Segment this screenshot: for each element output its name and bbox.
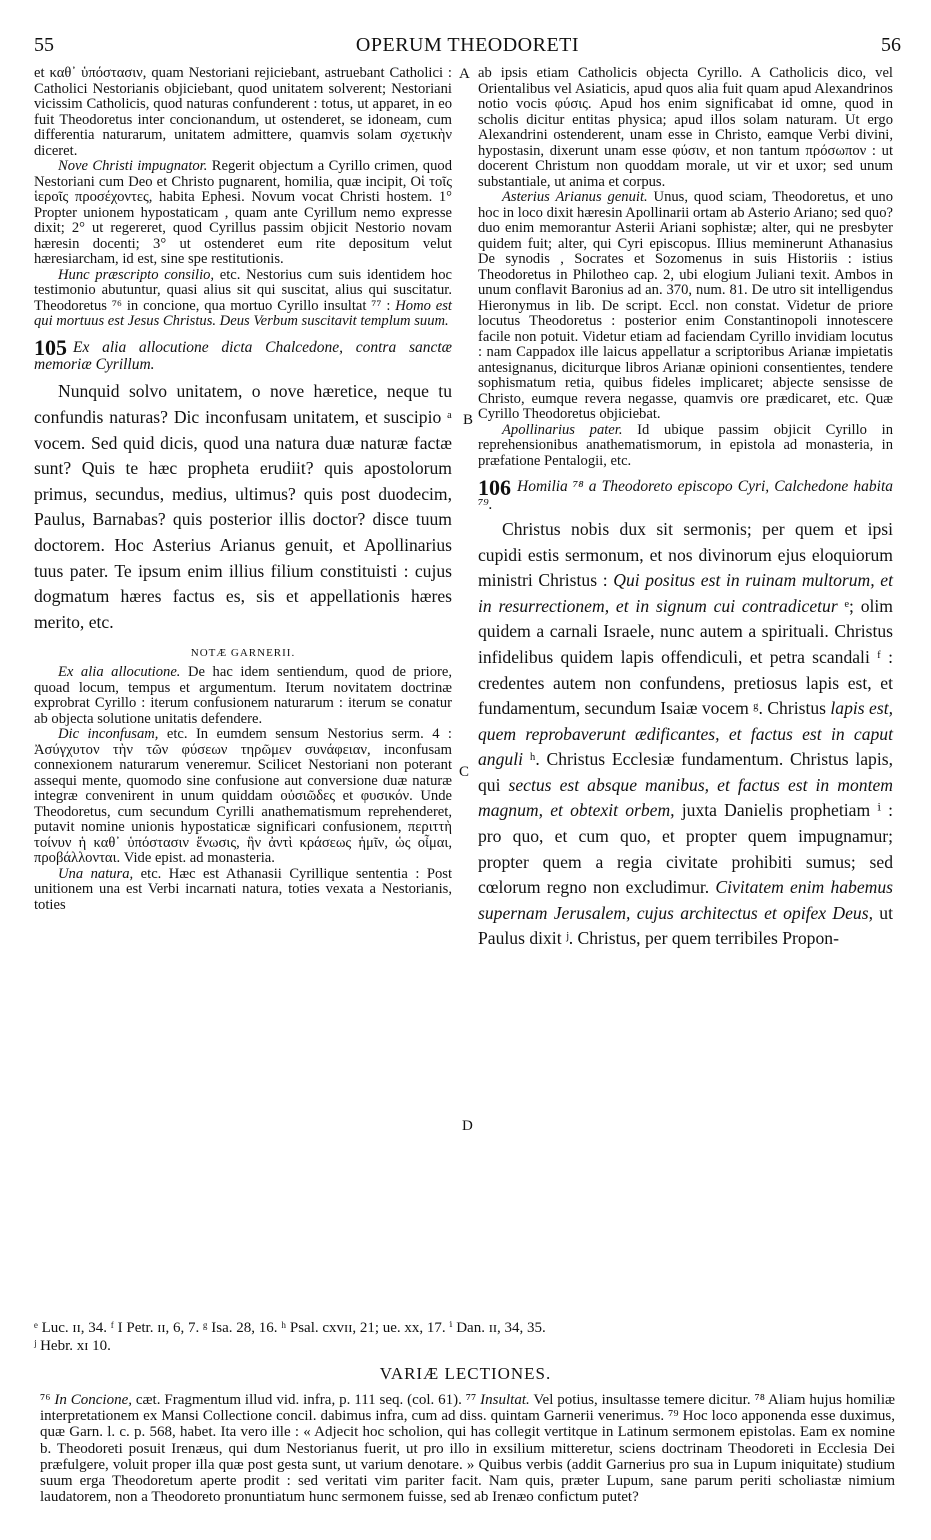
lemma: Apollinarius pater. xyxy=(502,421,623,438)
right-column xyxy=(478,66,893,952)
section-title: Homilia ⁷⁸ a Theodoreto episcopo Cyri, Calchedone habita ⁷⁹. xyxy=(478,478,893,513)
section-105-heading xyxy=(34,335,452,374)
section-title: Ex alia allocutione dicta Chalcedone, contra sanctæ memoriæ Cyrillum. xyxy=(34,338,452,374)
margin-marker-b: B xyxy=(463,412,474,428)
commentary-paragraph: Apollinarius pater. Id ubique passim objicit Cyrillo in reprehensionibus anathematismorum, in epistola ad monasteria, in præfatione Pentalogii, etc. xyxy=(478,421,893,469)
margin-marker-d: D xyxy=(462,1118,473,1134)
footnote-line-2: ʲ Hebr. xɪ 10. xyxy=(34,1338,111,1354)
margin-marker-c: C xyxy=(459,764,470,780)
lemma: Dic inconfusam, xyxy=(58,726,159,743)
main-text-105: Nunquid solvo unitatem, o nove hæretice, neque tu confundis naturas? Dic inconfusam unitatem, et suscipio ᵃ vocem. Sed quid dicis, quod una natura duæ naturæ factæ sunt? Quis te hæc propheta erudiit? quis apostolorum primus, secundus, medius, ultimus? quis post duodecim, Paulus, Barnabas? quis posterior illis doctor? disce tuum doctorem. Hoc Asterius Arianus genuit, et Apollinarius tuus pater. Te ipsum enim illius filium constituisti : cujus dogmatum hæres factus es, sis et appellationis hæres merito, etc. xyxy=(34,381,452,632)
note-paragraph: Una natura, etc. Hæc est Athanasii Cyrillique sententia : Post unitionem una est Verbi incarnati natura, toties vexata a Nestorianis, toties xyxy=(34,865,452,913)
margin-marker-a: A xyxy=(459,66,470,82)
lemma: Una natura, xyxy=(58,865,134,882)
lemma: Asterius Arianus genuit. xyxy=(502,189,648,205)
quotation: Homo est qui mortuus est Jesus Christus. Deus Verbum suscitavit templum suum. xyxy=(34,297,452,329)
left-column xyxy=(34,66,452,913)
page-number-left: 55 xyxy=(34,34,54,56)
commentary-paragraph: ab ipsis etiam Catholicis objecta Cyrillo. A Catholicis dico, vel Orientalibus vel Asiaticis, apud quos alia fuit quam apud Alexandrinos notio vocis φύσις. Apud hos enim significabat id omne, quod in scholis dicitur entitas physica; apud illos solam naturam. Ut ergo Alexandrini ostenderent, unam esse in Christo, eamque Verbi divini, hypostasin, dixerunt unam esse φύσιν, et non tantum πρόσωπον : ut docerent Christum non quoddam morale, ut vir et uxor; sed unum substantiale, ut anima et corpus. xyxy=(478,65,893,190)
notae-heading: NOTÆ GARNERII. xyxy=(190,647,296,660)
commentary-paragraph: et καθ᾽ ὑπόστασιν, quam Nestoriani rejiciebant, astruebant Catholici : Catholici Nestorianis objiciebant, quod unitatem solverent; Nestoriani vicissim Catholicis, quod naturas confunderent : totus, ut apparet, in eo fuit Theodoretus inter concionandum, ut ostenderet, se idoneam, cum differentia naturarum, unitatem admittere, quamvis solam σχετικὴν diceret. xyxy=(34,65,452,159)
variae-heading: VARIÆ LECTIONES. xyxy=(379,1364,552,1383)
commentary-paragraph: Hunc præscripto consilio, etc. Nestorius cum suis identidem hoc testimonio abutuntur, quasi alius sit qui suscitat, alius qui suscitatur. Theodoretus ⁷⁶ in concione, qua mortuo Cyrillo insultat ⁷⁷ : Homo est qui mortuus est Jesus Christus. Deus Verbum suscitavit templum suum. xyxy=(34,266,452,329)
variae-lectiones: ⁷⁶ In Concione, cæt. Fragmentum illud vid. infra, p. 111 seq. (col. 61). ⁷⁷ Insultat. Vel potius, insultasse temere dicitur. ⁷⁸ Aliam hujus homiliæ interpretationem ex Mansi Collectione concil. dabimus infra, cum ad diss. quintam Garnerii venerimus. ⁷⁹ Hoc loco apponenda esse duximus, quæ Garn. l. c. p. 568, habet. Ita vero ille : « Adjecit hoc scholion, qui has collegit vertitque in Latinum sermonem epistolas. Eam ex nomine b. Theodoreti posuit Irenæus, qui dum Nestorianus fuerit, ut pro illo in exsilium mitteretur, sciens doctrinam Theodoreti in Ecclesia Dei præfulgere, voluit proper illa quæ post gesta sunt, ut varium denotare. » Quibus verbis (addit Garnerius pro sua in Lupum iniquitate) studium suum erga Theodoretum aperte prodit : sed veritati vim pariter facit. Nam quis, præter Lupum, sane parum periti scholiastæ nimium laudatorem, non a Theodoreto pronuntiatum hunc sermonem fuisse, sed ab Irenæo confictum putet? xyxy=(40,1392,895,1506)
commentary-paragraph: Asterius Arianus genuit. Unus, quod sciam, Theodoretus, et uno hoc in loco dixit hæresin Apollinarii ortam ab Asterio Ariano; sed quo? duo enim memorantur Asterii Ariani sophistæ; alter, qui ne presbyter quidem fuit; alter, qui Cyri episcopus. Illius meminerunt Athanasius De synodis , Socrates et Sozomenus in suis Historiis : istius Theodoretus in Philotheo cap. 2, ubi elogium Juliani texit. Ambos in unum conflavit Baronius ad an. 370, num. 81. De utro sit intelligendus Hieronymus in lib. De script. Eccl. non constat. Videtur de priore locutus Theodoretus : posterior enim Constantinopoli innotescere facile non potuit. Videtur etiam ad faciendam Cyrillo invidiam locutus : nam Cappadox ille laicus appellatur a scriptoribus Arianæ impietatis antesignanus, diciturque libros Arianæ opinioni consentientes, tendere sophismatum retia, quibus fideles implicaret; abjecte sensisse de Christo, eumque revera negasse, quamvis ore prædicaret, etc. Quæ Cyrillo Theodoretus objiciebat. xyxy=(478,189,894,422)
section-number: 106 xyxy=(478,474,511,500)
commentary-block-2 xyxy=(478,66,893,469)
running-header xyxy=(34,34,901,60)
note-paragraph: Ex alia allocutione. De hac idem sentiendum, quod de priore, quoad locum, tempus et argumentum. Iterum novitatem doctrinæ exprobrat Cyrillo : iterum confusionem naturarum : iterum se conatur ab objecta solutione unitatis defendere. xyxy=(34,664,453,727)
notae-block xyxy=(34,665,452,913)
commentary-block-1 xyxy=(34,66,452,330)
lemma: Nove Christi impugnator. xyxy=(58,158,208,174)
footnote-line-1: ᵉ Luc. ɪɪ, 34. ᶠ I Petr. ɪɪ, 6, 7. ᵍ Isa. 28, 16. ʰ Psal. cxvɪɪ, 21; ue. xx, 17. ⁱ Dan. ɪɪ, 34, 35. xyxy=(34,1320,546,1336)
running-title: OPERUM THEODORETI xyxy=(355,34,580,56)
note-paragraph: Dic inconfusam, etc. In eumdem sensum Nestorius serm. 4 : Ἀσύγχυτον τὴν τῶν φύσεων τηρῶμεν συνάφειαν, inconfusam connexionem naturarum veneremur. Scilicet Nestoriani non poterant assequi mente, quomodo sine confusione aut conversione duæ naturæ integræ convenirent in unum quiddam οὐσιῶδες et φυσικόν. Unde Theodoretus, cum secundum Cyrilli anathematismum reprehenderet, putavit nomine unionis hypostaticæ significari confusionem, περιττὴ τοίνυν ἡ καθ᾽ ὑπόστασιν ἕνωσις, ἣν ἀντὶ κράσεως ἡμῖν, ὡς οἶμαι, προβάλλονται. Vide epist. ad monasteria. xyxy=(34,726,452,867)
lemma: Hunc præscripto consilio, xyxy=(58,266,215,283)
section-number: 105 xyxy=(34,335,67,361)
lemma: Ex alia allocutione. xyxy=(58,664,181,681)
main-text-106: Christus nobis dux sit sermonis; per quem et ipsi cupidi estis sermonum, et nos divinorum ejus eloquiorum ministri Christus : Qui positus est in ruinam multorum, et in resurrectionem, et in signum cui contradicetur ᵉ; olim quidem a carnali Israele, nunc autem a spirituali. Christus infidelibus quidem lapis offendiculi, et petra scandali ᶠ : credentes autem non confundens, pretiosus lapis est, et fundamentum, secundum Isaiæ vocem ᵍ. Christus lapis est, quem reprobaverunt ædificantes, et factus est in caput anguli ʰ. Christus Ecclesiæ fundamentum. Christus lapis, qui sectus est absque manibus, et factus est in montem magnum, et obtexit orbem, juxta Danielis prophetiam ⁱ : pro quo, et cum quo, et propter quem impugnamur; propter quem a regia civitate prohibiti sumus; sed cœlorum regno non excludimur. Civitatem enim habemus supernam Jerusalem, cujus architectus et opifex Deus, ut Paulus dixit ʲ. Christus, per quem terribiles Propon- xyxy=(478,518,894,949)
page-number-right: 56 xyxy=(881,34,901,56)
commentary-paragraph: Nove Christi impugnator. Regerit objectum a Cyrillo crimen, quod Nestoriani cum Deo et Christo pugnarent, homilia, quæ incipit, Οἱ τοῖς ἱεροῖς προσέχοντες, habita Ephesi. Novum vocat Christi hostem. 1° Propter unionem hypostaticam , quam ante Cyrillum nemo expresse dixit; 2° ut regereret, quod Cyrillus passim objicit Nestorio novam hæresin docenti; 3° ut ostenderet eum rite depositum velut hæresiarcham, id est, sine spe restitutionis. xyxy=(34,158,452,267)
section-106-heading xyxy=(478,474,893,513)
